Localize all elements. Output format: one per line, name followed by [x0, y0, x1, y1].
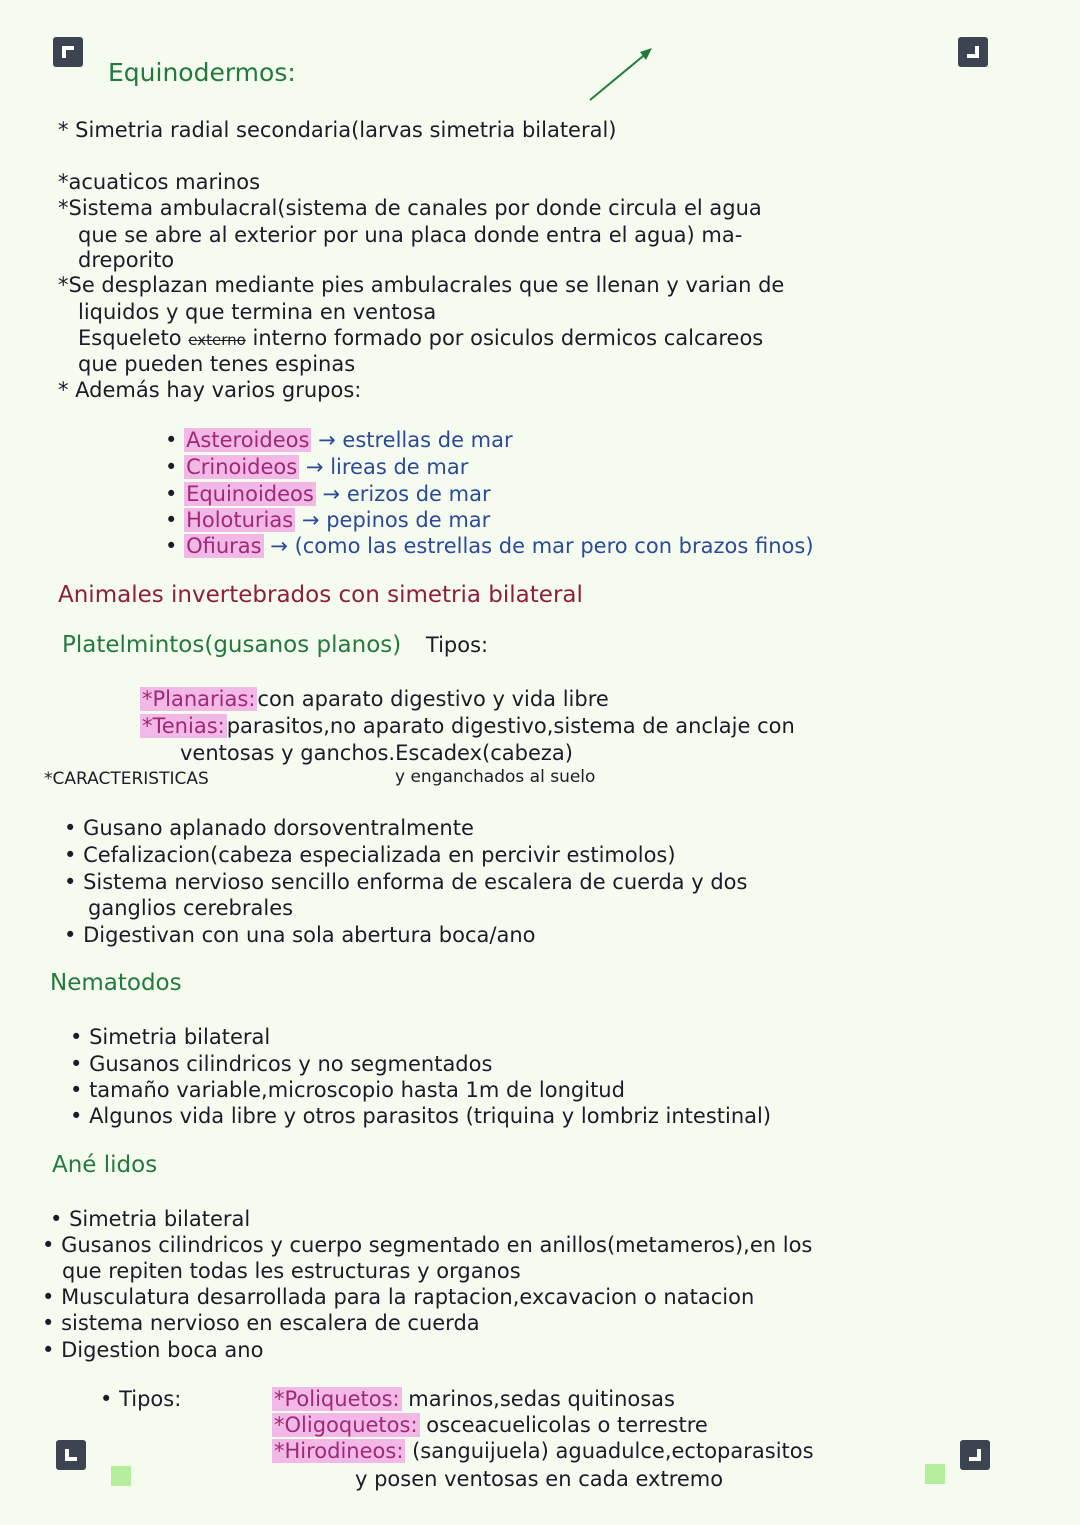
type-line	[272, 1412, 708, 1438]
list-item: • Algunos vida libre y otros parasitos (triquina y lombriz intestinal)	[70, 1104, 772, 1128]
item-text: Gusano aplanado dorsoventralmente	[83, 816, 474, 840]
list-item: • Musculatura desarrollada para la raptacion,excavacion o natacion	[42, 1285, 755, 1309]
text-line: * Simetria radial secondaria(larvas simetria bilateral)	[58, 118, 617, 142]
list-item: • Digestivan con una sola abertura boca/ano	[64, 923, 536, 947]
type-desc: con aparato digestivo y vida libre	[257, 687, 609, 711]
text-line: que se abre al exterior por una placa donde entra el agua) ma-	[78, 223, 743, 247]
list-item: • Ofiuras → (como las estrellas de mar pero con brazos finos)	[165, 534, 814, 558]
list-item: • Asteroideos → estrellas de mar	[165, 428, 513, 452]
text-word: interno formado por osiculos dermicos calcareos	[252, 326, 764, 350]
text-word: Esqueleto	[78, 326, 182, 350]
tipos-label: Tipos:	[425, 633, 489, 657]
type-desc: marinos,sedas quitinosas	[408, 1387, 675, 1411]
list-item: • tamaño variable,microscopio hasta 1m de longitud	[70, 1078, 625, 1102]
text-line: *acuaticos marinos	[58, 170, 261, 194]
type-desc: parasitos,no aparato digestivo,sistema de anclaje con	[226, 714, 795, 738]
text-line: que pueden tenes espinas	[78, 352, 356, 376]
text-line: * Además hay varios grupos:	[58, 378, 362, 402]
type-line	[272, 1438, 814, 1464]
type-name: *Tenias:	[142, 714, 225, 738]
item-text: Musculatura desarrollada para la raptacion,excavacion o natacion	[61, 1285, 755, 1309]
group-name: Equinoideos	[186, 482, 314, 506]
text-line: dreporito	[78, 248, 175, 272]
struck-word: externo	[188, 331, 246, 349]
item-text: Sistema nervioso sencillo enforma de escalera de cuerda y dos	[83, 870, 748, 894]
group-desc: pepinos de mar	[326, 508, 491, 532]
type-line	[272, 1386, 675, 1412]
item-text: Simetria bilateral	[89, 1025, 271, 1049]
item-text: Tipos:	[119, 1387, 182, 1411]
group-name: Holoturias	[186, 508, 294, 532]
list-item-cont: ganglios cerebrales	[88, 896, 294, 920]
text-line: *Sistema ambulacral(sistema de canales por donde circula el agua	[58, 196, 762, 220]
type-name: *Oligoquetos:	[274, 1413, 418, 1437]
type-name: *Planarias:	[142, 687, 256, 711]
section-heading: Animales invertebrados con simetria bilateral	[58, 582, 583, 608]
item-text: tamaño variable,microscopio hasta 1m de longitud	[89, 1078, 625, 1102]
list-item: • Crinoideos → lireas de mar	[165, 455, 469, 479]
page-title: Equinodermos:	[108, 58, 296, 87]
list-item: • Holoturias → pepinos de mar	[165, 508, 491, 532]
text-line	[140, 686, 609, 712]
anelidos-heading: Ané lidos	[52, 1152, 158, 1178]
text-line: *Se desplazan mediante pies ambulacrales que se llenan y varian de	[58, 273, 785, 297]
group-desc: (como las estrellas de mar pero con brazos finos)	[294, 534, 814, 558]
platelmintos-heading: Platelmintos(gusanos planos)	[62, 632, 402, 658]
nematodos-heading: Nematodos	[50, 970, 182, 996]
item-text: Gusanos cilindricos y cuerpo segmentado en anillos(metameros),en los	[61, 1233, 813, 1257]
group-name: Crinoideos	[186, 455, 298, 479]
list-item: • sistema nervioso en escalera de cuerda	[42, 1311, 480, 1335]
type-desc: osceacuelicolas o terrestre	[426, 1413, 708, 1437]
list-item: • Gusanos cilindricos y cuerpo segmentado en anillos(metameros),en los	[42, 1233, 813, 1257]
list-item: • Gusano aplanado dorsoventralmente	[64, 816, 474, 840]
text-line: ventosas y ganchos.Escadex(cabeza)	[180, 741, 573, 765]
type-name: *Poliquetos:	[274, 1387, 400, 1411]
item-text: Digestivan con una sola abertura boca/ano	[83, 923, 536, 947]
group-desc: lireas de mar	[330, 455, 469, 479]
caracteristicas-label: *CARACTERISTICAS	[44, 769, 209, 789]
type-desc: (sanguijuela) aguadulce,ectoparasitos	[412, 1439, 814, 1463]
list-item: • Equinoideos → erizos de mar	[165, 482, 491, 506]
item-text: Cefalizacion(cabeza especializada en percivir estimolos)	[83, 843, 676, 867]
list-item: • Gusanos cilindricos y no segmentados	[70, 1052, 493, 1076]
list-item: • Simetria bilateral	[50, 1207, 251, 1231]
group-desc: estrellas de mar	[342, 428, 513, 452]
list-item: • Sistema nervioso sencillo enforma de escalera de cuerda y dos	[64, 870, 748, 894]
item-text: Simetria bilateral	[69, 1207, 251, 1231]
list-item-cont: que repiten todas les estructuras y organos	[62, 1259, 521, 1283]
group-name: Ofiuras	[186, 534, 262, 558]
list-item: • Simetria bilateral	[70, 1025, 271, 1049]
text-line	[78, 325, 763, 353]
group-name: Asteroideos	[186, 428, 310, 452]
type-name: *Hirodineos:	[274, 1439, 404, 1463]
section-heading	[62, 632, 488, 658]
item-text: Gusanos cilindricos y no segmentados	[89, 1052, 493, 1076]
item-text: sistema nervioso en escalera de cuerda	[61, 1311, 480, 1335]
text-line: y posen ventosas en cada extremo	[355, 1467, 724, 1491]
item-text: Digestion boca ano	[61, 1338, 264, 1362]
text-line	[140, 713, 795, 739]
list-item: • Digestion boca ano	[42, 1338, 264, 1362]
tipos-label: • Tipos:	[100, 1387, 182, 1411]
item-text: Algunos vida libre y otros parasitos (triquina y lombriz intestinal)	[89, 1104, 772, 1128]
text-line: liquidos y que termina en ventosa	[78, 300, 437, 324]
list-item: • Cefalizacion(cabeza especializada en percivir estimolos)	[64, 843, 676, 867]
text-line: y enganchados al suelo	[395, 767, 596, 787]
group-desc: erizos de mar	[346, 482, 491, 506]
